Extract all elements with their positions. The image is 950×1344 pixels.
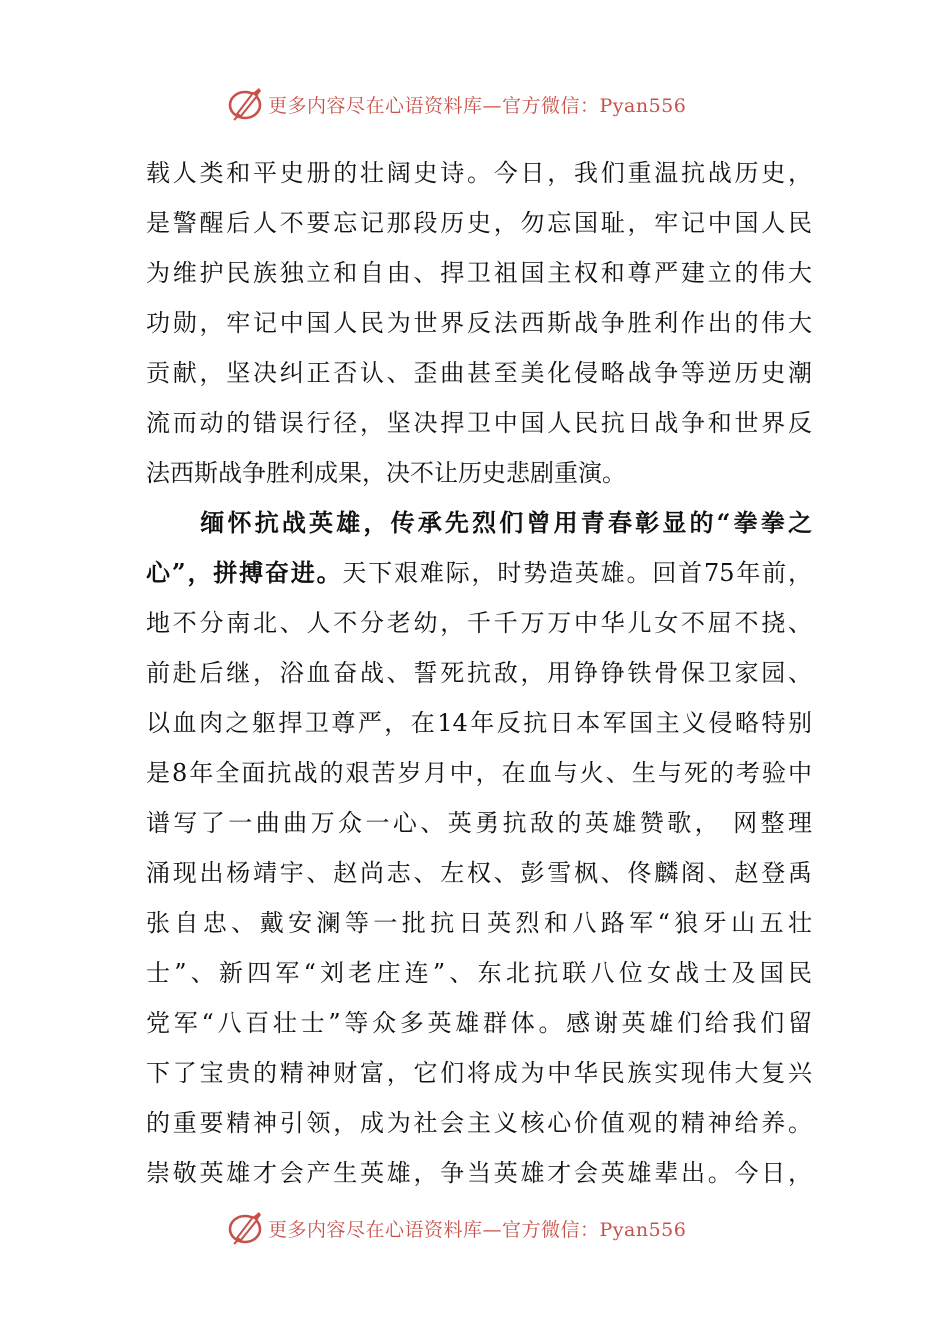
text-line (146, 448, 812, 498)
text-line (146, 498, 812, 548)
watermark-text: 更多内容尽在心语资料库—官方微信：Pyan556 (268, 94, 687, 117)
text-line (146, 848, 812, 898)
line-text: 以血肉之躯捍卫尊严，在14年反抗日本军国主义侵略特别 (146, 709, 812, 737)
text-line (146, 398, 812, 448)
line-text: 是警醒后人不要忘记那段历史，勿忘国耻，牢记中国人民 (146, 209, 812, 237)
watermark-banner-top (226, 84, 746, 124)
line-text: 谱写了一曲曲万众一心、英勇抗敌的英雄赞歌， 网整理 (146, 809, 812, 837)
line-text: 天下艰难际，时势造英雄。回首75年前， (342, 559, 812, 587)
text-line (146, 148, 812, 198)
text-line (146, 298, 812, 348)
line-text: 为维护民族独立和自由、捍卫祖国主权和尊严建立的伟大 (146, 259, 812, 287)
text-line (146, 798, 812, 848)
text-line (146, 248, 812, 298)
line-text: 法西斯战争胜利成果，决不让历史悲剧重演。 (146, 459, 626, 487)
line-text: 地不分南北、人不分老幼，千千万万中华儿女不屈不挠、 (146, 609, 812, 637)
paragraph (146, 498, 812, 1198)
line-text: 下了宝贵的精神财富，它们将成为中华民族实现伟大复兴 (146, 1059, 812, 1087)
line-text: 涌现出杨靖宇、赵尚志、左权、彭雪枫、佟麟阁、赵登禹 (146, 859, 812, 887)
line-text: 的重要精神引领，成为社会主义核心价值观的精神给养。 (146, 1109, 812, 1137)
text-line (146, 698, 812, 748)
body-text (146, 148, 812, 1198)
text-line (146, 1048, 812, 1098)
text-line (146, 748, 812, 798)
text-line (146, 1148, 812, 1198)
text-line (146, 548, 812, 598)
watermark-text: 更多内容尽在心语资料库—官方微信：Pyan556 (268, 1218, 687, 1241)
line-text: 贡献，坚决纠正否认、歪曲甚至美化侵略战争等逆历史潮 (146, 359, 812, 387)
pen-nib-circle-icon (226, 84, 266, 124)
text-line (146, 998, 812, 1048)
watermark-banner-bottom (226, 1208, 746, 1248)
bold-lead-text: 缅怀抗战英雄，传承先烈们曾用青春彰显的“拳拳之 (146, 508, 812, 537)
line-text: 张自忠、戴安澜等一批抗日英烈和八路军“狼牙山五壮 (146, 909, 812, 937)
text-line (146, 598, 812, 648)
text-line (146, 1098, 812, 1148)
pen-nib-circle-icon (226, 1208, 266, 1248)
line-text: 党军“八百壮士”等众多英雄群体。感谢英雄们给我们留 (146, 1009, 812, 1037)
text-line (146, 648, 812, 698)
line-text: 载人类和平史册的壮阔史诗。今日，我们重温抗战历史， (146, 159, 812, 187)
text-line (146, 898, 812, 948)
text-line (146, 948, 812, 998)
line-text: 崇敬英雄才会产生英雄，争当英雄才会英雄辈出。今日， (146, 1159, 812, 1187)
line-text: 功勋，牢记中国人民为世界反法西斯战争胜利作出的伟大 (146, 309, 812, 337)
paragraph (146, 148, 812, 498)
line-text: 士”、新四军“刘老庄连”、东北抗联八位女战士及国民 (146, 959, 812, 987)
line-text: 是8年全面抗战的艰苦岁月中，在血与火、生与死的考验中 (146, 759, 812, 787)
text-line (146, 348, 812, 398)
bold-lead-text: 心”，拼搏奋进。 (146, 558, 343, 587)
text-line (146, 198, 812, 248)
line-text: 前赴后继，浴血奋战、誓死抗敌，用铮铮铁骨保卫家园、 (146, 659, 812, 687)
line-text: 流而动的错误行径，坚决捍卫中国人民抗日战争和世界反 (146, 409, 812, 437)
